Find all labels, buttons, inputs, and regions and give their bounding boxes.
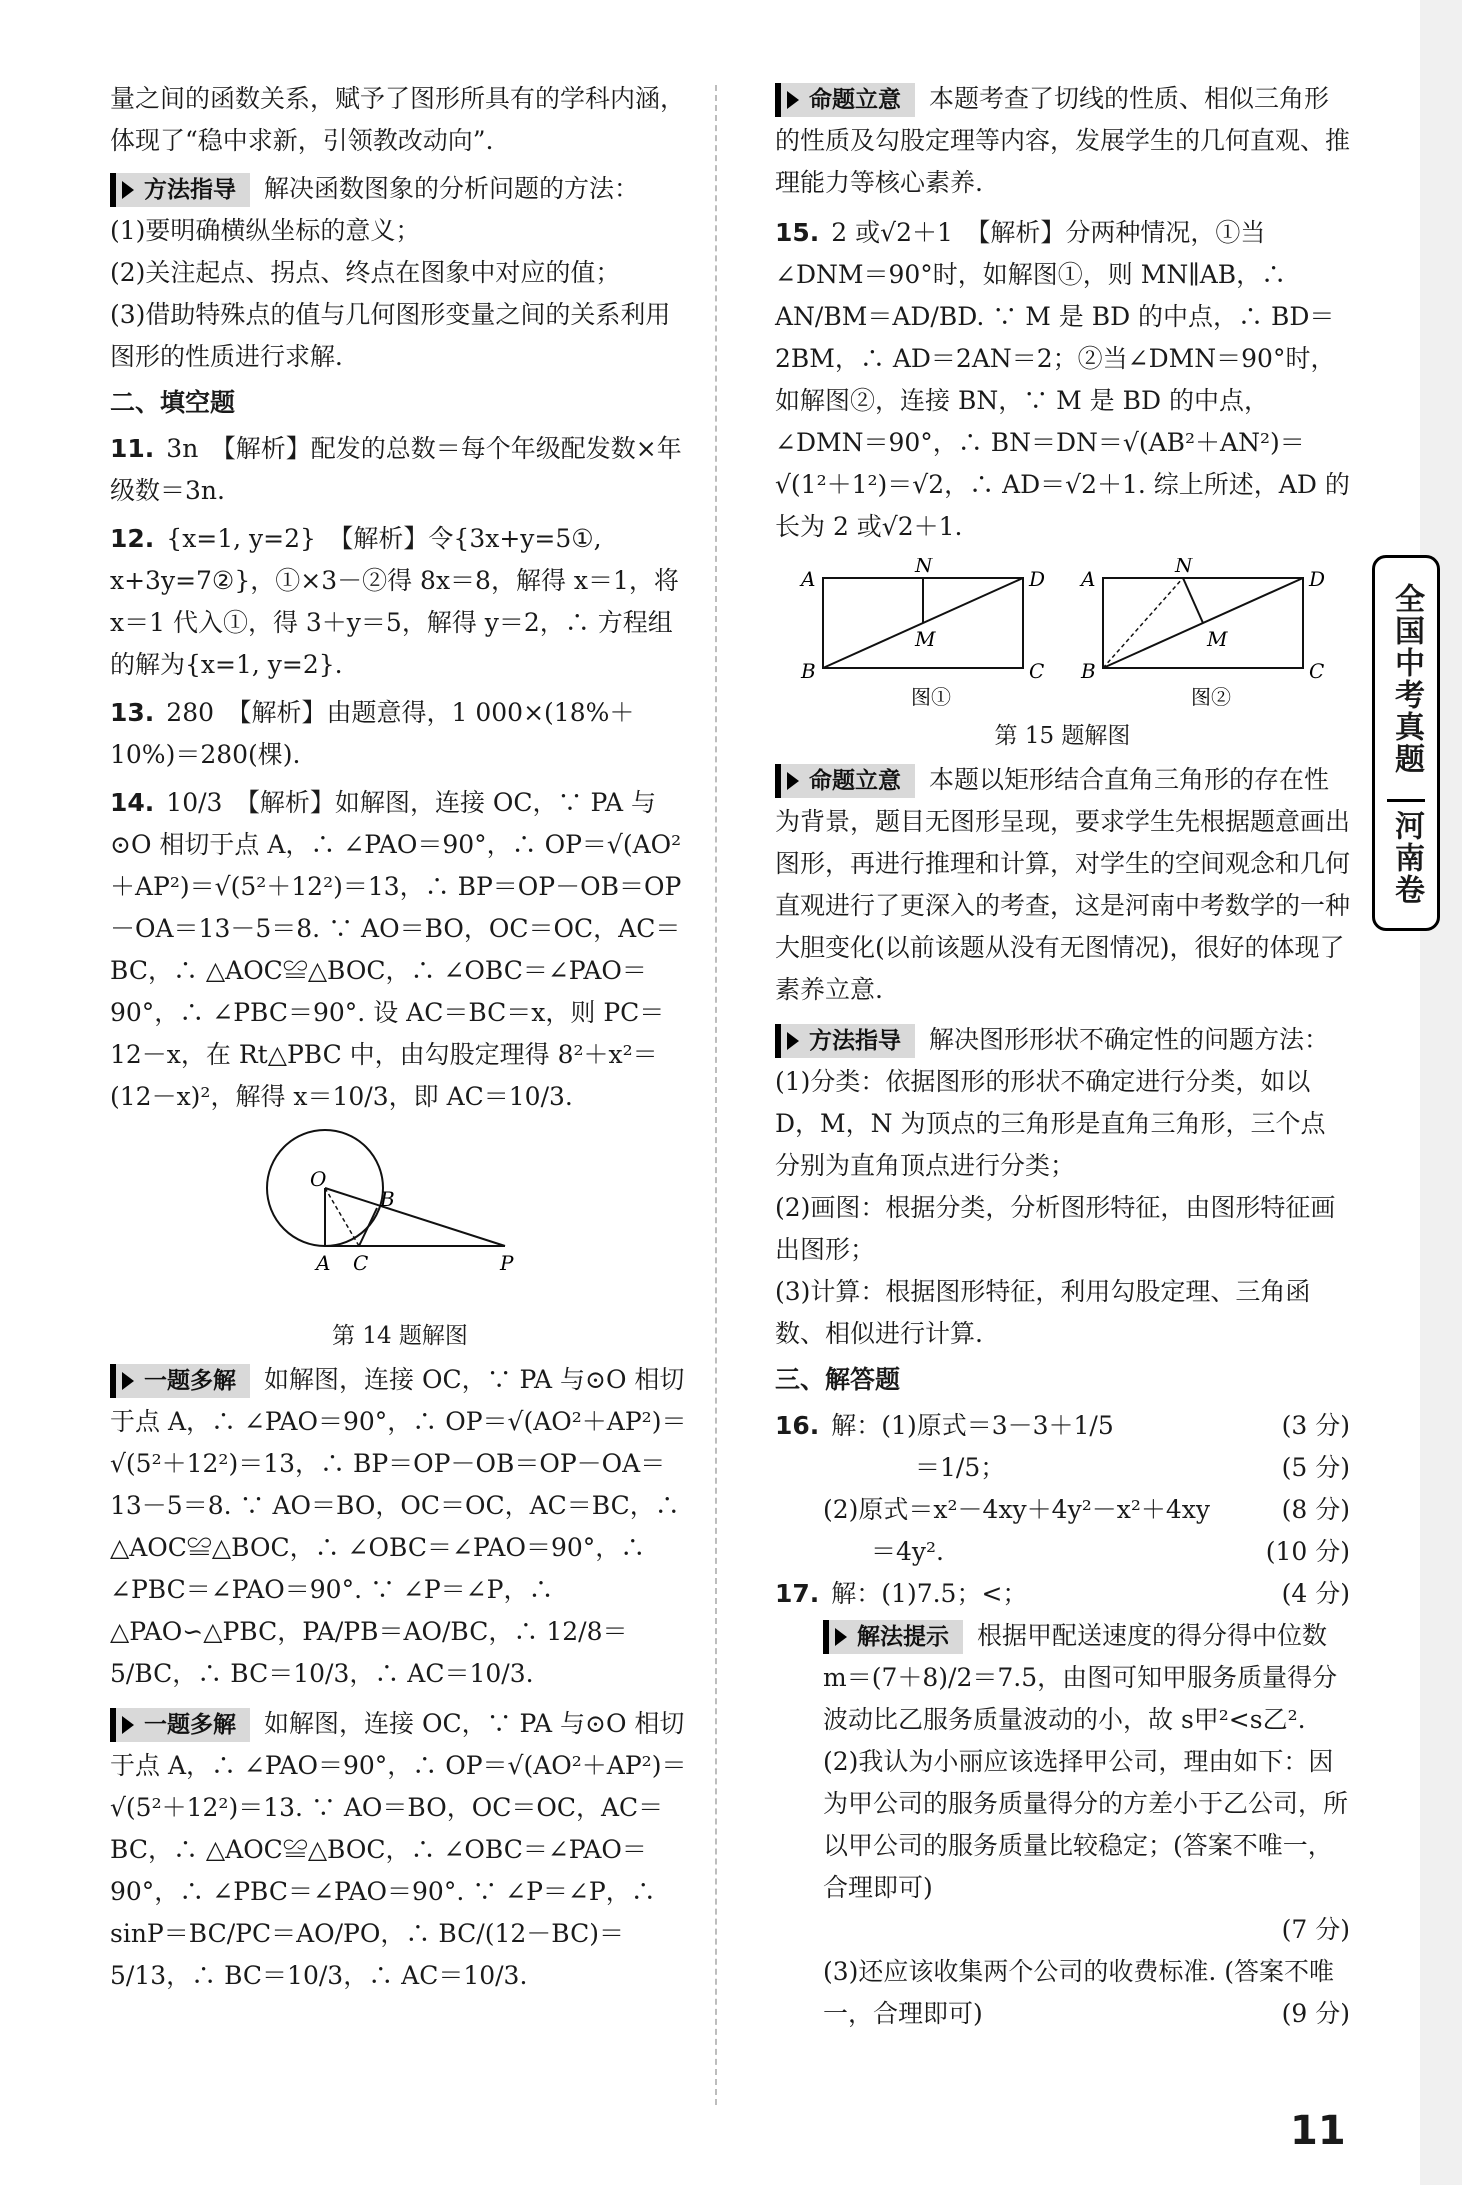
intent-1: 命题立意 本题考查了切线的性质、相似三角形的性质及勾股定理等内容，发展学生的几何直观、推理能力等核心素养.: [775, 84, 1351, 197]
question-12: 12. {x=1, y=2} 【解析】令{3x+y=5①, x+3y=7②}，①×3－②得 8x＝8，解得 x＝1，将 x＝1 代入①，得 3＋y＝5，解得 y＝2，∴ 方程组的解为{x=1, y=2}.: [110, 524, 679, 679]
label-c-1: C: [1028, 659, 1044, 683]
intro-line-2: 体现了“稳中求新，引领教改动向”．: [110, 126, 511, 155]
method-tag: 方法指导: [775, 1024, 915, 1058]
question-13: 13. 280 【解析】由题意得，1 000×(18%＋10%)＝280(棵).: [110, 698, 635, 769]
figure-15-diagrams: [783, 558, 1343, 708]
label-d-1: D: [1028, 567, 1045, 591]
segment-cb: [359, 1208, 377, 1246]
left-column: [110, 78, 690, 1997]
alt-solution-2: [110, 1703, 690, 1997]
label-a: A: [316, 1251, 331, 1275]
question-14: 14. 10/3 【解析】如解图，连接 OC，∵ PA 与⊙O 相切于点 A，∴ ∠PAO＝90°，∴ OP＝√(AO²＋AP²)＝√(5²＋12²)＝13，∴ BP＝OP－OB＝OP－OA＝13－5＝8. ∵ AO＝BO，OC＝OC，AC＝BC，∴ △AOC≌△BOC，∴ ∠OBC＝∠PAO＝90°，∴ ∠PBC＝90°. 设 AC＝BC＝x，则 PC＝12－x，在 Rt△PBC 中，由勾股定理得 8²＋x²＝(12－x)²，解得 x＝10/3，即 AC＝10/3.: [110, 788, 682, 1111]
score: (9 分): [1281, 1999, 1350, 2028]
method-title: 解决函数图象的分析问题的方法：: [264, 174, 640, 203]
q17-part-3: (3)还应该收集两个公司的收费标准. (答案不唯一，合理即可): [823, 1957, 1335, 2028]
section-heading-answer: 三、解答题: [775, 1365, 901, 1394]
label-m-1: M: [914, 627, 935, 651]
method-item: (3)借助特殊点的值与几何图形变量之间的关系利用图形的性质进行求解．: [110, 300, 671, 371]
method-item: (3)计算：根据图形特征，利用勾股定理、三角函数、相似进行计算.: [775, 1277, 1311, 1348]
method-item: (1)分类：依据图形的形状不确定进行分类，如以 D，M，N 为顶点的三角形是直角三角形，三个点分别为直角顶点进行分类；: [775, 1067, 1326, 1180]
score: (3 分): [1281, 1411, 1350, 1440]
intent-2: 命题立意 本题以矩形结合直角三角形的存在性为背景，题目无图形呈现，要求学生先根据题意画出图形，再进行推理和计算，对学生的空间观念和几何直观进行了更深入的考查，这是河南中考数学的一种大胆变化(以前该题从没有无图情况)，很好的体现了素养立意.: [775, 765, 1351, 1004]
question-16: 16. 解：(1)原式＝3－3＋1/5 (3 分) ＝1/5； (5 分) (2)原式＝x²－4xy＋4y²－x²＋4xy (8 分) ＝4y². (10 分): [775, 1405, 1350, 1573]
score: (8 分): [1281, 1495, 1350, 1524]
question-11: 11. 3n 【解析】配发的总数＝每个年级配发数×年级数＝3n.: [110, 434, 682, 505]
alt-text: 如解图，连接 OC，∵ PA 与⊙O 相切于点 A，∴ ∠PAO＝90°，∴ OP＝√(AO²＋AP²)＝√(5²＋12²)＝13，∴ BP＝OP－OB＝OP－OA＝13－5＝8. ∵ AO＝BO，OC＝OC，AC＝BC，∴ △AOC≌△BOC，∴ ∠OBC＝∠PAO＝90°，∴ ∠PBC＝∠PAO＝90°. ∵ ∠P＝∠P，∴ △PAO∽△PBC，PA/PB＝AO/BC，∴ 12/8＝5/BC，∴ BC＝10/3，∴ AC＝10/3.: [110, 1365, 687, 1688]
page-edge-shade: [1420, 0, 1462, 2185]
alt-solution-1: [110, 1359, 690, 1695]
label-n-1: N: [914, 558, 932, 577]
score: (7 分): [1281, 1915, 1350, 1944]
method-tag: 方法指导: [110, 173, 250, 207]
alt-tag: 一题多解: [110, 1364, 250, 1398]
label-p: P: [500, 1251, 514, 1275]
page-number: 11: [1290, 2108, 1346, 2154]
label-a-1: A: [800, 567, 815, 591]
figure-label-1: 图①: [910, 685, 951, 708]
figure-15-caption: 第 15 题解图: [994, 723, 1131, 749]
score: (10 分): [1265, 1537, 1350, 1566]
right-column: [775, 78, 1350, 2035]
intent-tag: 命题立意: [775, 764, 915, 798]
question-15: 15. 2 或√2＋1 【解析】分两种情况，①当∠DNM＝90°时，如解图①，则 MN∥AB，∴ AN/BM＝AD/BD. ∵ M 是 BD 的中点，∴ BD＝2BM，∴ AD＝2AN＝2；②当∠DMN＝90°时，如解图②，连接 BN，∵ M 是 BD 的中点，∠DMN＝90°，∴ BN＝DN＝√(AB²＋AN²)＝√(1²＋1²)＝√2，∴ AD＝√2＋1. 综上所述，AD 的长为 2 或√2＋1.: [775, 218, 1350, 541]
q17-part-2: (2)我认为小丽应该选择甲公司，理由如下：因为甲公司的服务质量得分的方差小于乙公司，所以甲公司的服务质量比较稳定；(答案不唯一，合理即可): [823, 1747, 1349, 1902]
method-guide-2: 方法指导 解决图形形状不确定性的问题方法： (1)分类：依据图形的形状不确定进行分类，如以 D，M，N 为顶点的三角形是直角三角形，三个点分别为直角顶点进行分类； (2)画图：根据分类，分析图形特征，由图形特征画出图形； (3)计算：根据图形特征，利用勾股定理、三角函数、相似进行计算.: [775, 1019, 1350, 1355]
label-a-2: A: [1080, 567, 1095, 591]
method-item: (2)关注起点、拐点、终点在图象中对应的值；: [110, 258, 621, 287]
intent-tag: 命题立意: [775, 83, 915, 117]
alt-tag: 一题多解: [110, 1708, 250, 1742]
method-item: (2)画图：根据分类，分析图形特征，由图形特征画出图形；: [775, 1193, 1336, 1264]
segment-op: [325, 1188, 505, 1246]
label-c-2: C: [1308, 659, 1324, 683]
score: (5 分): [1281, 1453, 1350, 1482]
segment-nm-2: [1183, 578, 1203, 623]
score: (4 分): [1281, 1579, 1350, 1608]
volume-sidebar: [1372, 555, 1440, 931]
label-o: O: [310, 1167, 327, 1191]
figure-15: [775, 558, 1350, 751]
question-17: 17. 解：(1)7.5；<； (4 分) 解法提示 根据甲配送速度的得分得中位数 m＝(7＋8)/2＝7.5，由图可知甲服务质量得分波动比乙服务质量波动的小，故 s甲²<s乙². (2)我认为小丽应该选择甲公司，理由如下：因为甲公司的服务质量得分的方差小于乙公司，所以甲公司的服务质量比较稳定；(答案不唯一，合理即可) (7 分) (3)还应该收集两个公司的收费标准. (答案不唯一，合理即可) (9 分): [775, 1573, 1350, 2035]
label-b-2: B: [1080, 659, 1096, 683]
label-c: C: [353, 1251, 369, 1275]
label-b-1: B: [800, 659, 816, 683]
method-guide-1: [110, 168, 690, 378]
figure-14-diagram: [250, 1128, 550, 1308]
intro-line-1: 量之间的函数关系，赋予了图形所具有的学科内涵，: [110, 84, 686, 113]
method-item: (1)要明确横纵坐标的意义；: [110, 216, 421, 245]
label-m-2: M: [1206, 627, 1227, 651]
figure-label-2: 图②: [1190, 685, 1231, 708]
sidebar-region: 河南卷: [1387, 799, 1425, 906]
label-d-2: D: [1308, 567, 1325, 591]
figure-14: [110, 1128, 690, 1351]
alt-text: 如解图，连接 OC，∵ PA 与⊙O 相切于点 A，∴ ∠PAO＝90°，∴ OP＝√(AO²＋AP²)＝√(5²＋12²)＝13. ∵ AO＝BO，OC＝OC，AC＝BC，∴ △AOC≌△BOC，∴ ∠OBC＝∠PAO＝90°，∴ ∠PBC＝∠PAO＝90°. ∵ ∠P＝∠P，∴ sinP＝BC/PC＝AO/PO，∴ BC/(12－BC)＝5/13，∴ BC＝10/3，∴ AC＝10/3.: [110, 1709, 687, 1990]
label-b: B: [380, 1187, 395, 1211]
label-n-2: N: [1174, 558, 1192, 577]
figure-14-caption: 第 14 题解图: [332, 1323, 468, 1349]
section-heading-fill-blank: 二、填空题: [110, 388, 236, 417]
column-divider: [715, 85, 717, 2105]
sidebar-series-title: 全国中考真题: [1389, 582, 1424, 775]
hint-tag: 解法提示: [823, 1620, 963, 1654]
segment-bn-2: [1103, 578, 1183, 668]
